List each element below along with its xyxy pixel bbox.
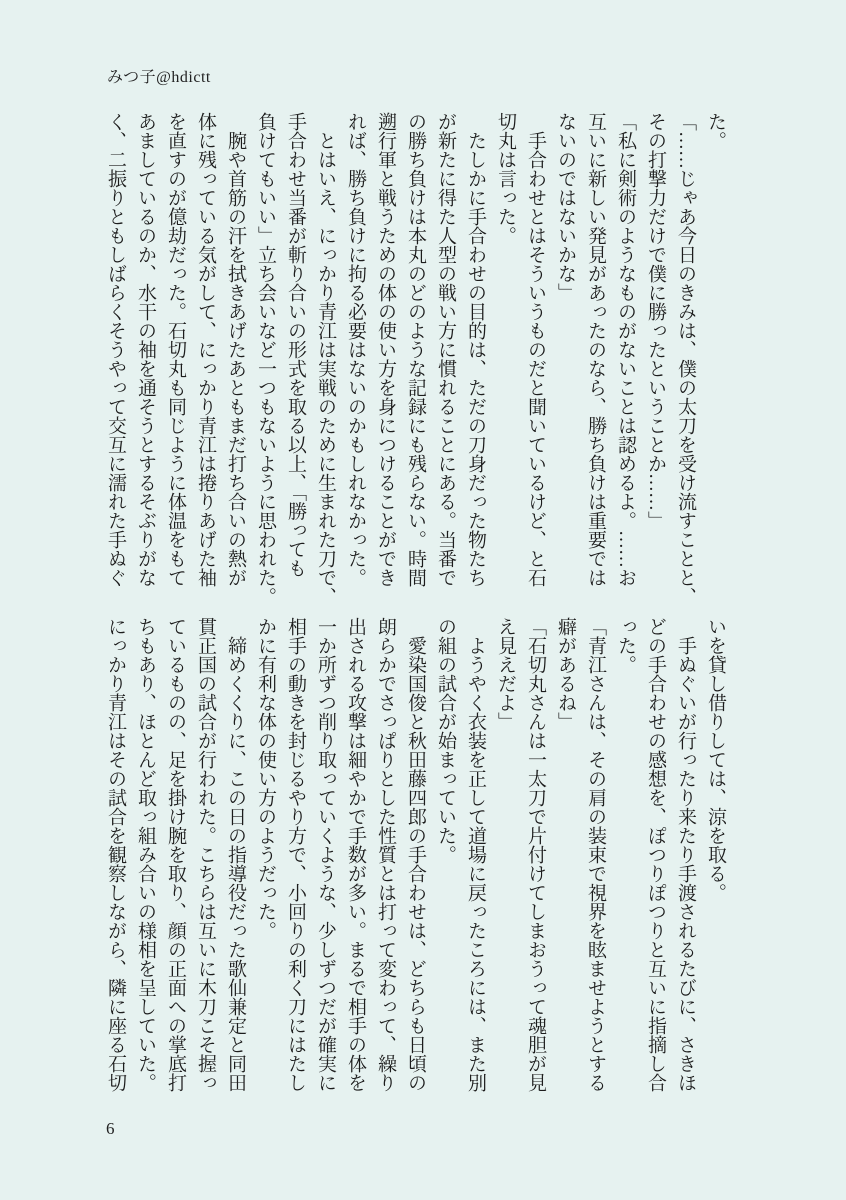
text-column: の勝ち負けは本丸のどのような記録にも残らない。時間	[405, 112, 426, 587]
text-column: 「私に剣術のようなものがないことは認めるよ。……お	[615, 112, 636, 587]
text-column: 朗らかでさっぱりとした性質とは打って変わって、繰り	[375, 617, 396, 1092]
text-column: ているものの、足を掛け腕を取り、顔の正面への掌底打	[165, 617, 186, 1092]
text-column: った。	[615, 617, 636, 674]
text-column: かに有利な体の使い方のようだった。	[255, 617, 276, 940]
text-column: 腕や首筋の汗を拭きあげたあともまだ打ち合いの熱が	[225, 112, 246, 587]
text-column: 「石切丸さんは一太刀で片付けてしまおうって魂胆が見	[525, 617, 546, 1092]
text-column: 切丸は言った。	[495, 112, 516, 245]
text-column: の組の試合が始まっていた。	[435, 617, 456, 864]
text-column: たしかに手合わせの目的は、ただの刀身だった物たち	[465, 112, 486, 587]
text-block-top	[100, 112, 730, 606]
text-column: れば、勝ち負けに拘る必要はないのかもしれなかった。	[345, 112, 366, 587]
text-column: 手合わせ当番が斬り合いの形式を取る以上、「勝っても	[285, 112, 306, 578]
text-column: 手合わせとはそういうものだと聞いているけど、と石	[525, 112, 546, 587]
text-column: 「……じゃあ今日のきみは、僕の太刀を受け流すことと、	[675, 112, 696, 606]
text-column: にっかり青江はその試合を観察しながら、隣に座る石切	[105, 617, 126, 1092]
text-column: 締めくくりに、この日の指導役だった歌仙兼定と同田	[225, 617, 246, 1092]
text-column: 愛染国俊と秋田藤四郎の手合わせは、どちらも日頃の	[405, 617, 426, 1092]
text-column: 一か所ずつ削り取っていくような、少しずつだが確実に	[315, 617, 336, 1092]
page-number: 6	[106, 1119, 115, 1138]
text-column: く、二振りともしばらくそうやって交互に濡れた手ぬぐ	[105, 112, 126, 587]
text-column: 体に残っている気がして、にっかり青江は捲りあげた袖	[195, 112, 216, 587]
text-column: 互いに新しい発見があったのなら、勝ち負けは重要では	[585, 112, 606, 587]
text-column: 出される攻撃は細やかで手数が多い。まるで相手の体を	[345, 617, 366, 1092]
text-column: 手ぬぐいが行ったり来たり手渡されるたびに、さきほ	[675, 617, 696, 1092]
text-column: ちもあり、ほとんど取っ組み合いの様相を呈していた。	[135, 617, 156, 1092]
text-column: を直すのが億劫だった。石切丸も同じように体温をもて	[165, 112, 186, 587]
author-credit: みつ子@hdictt	[107, 69, 211, 86]
text-column: ないのではないかな」	[555, 112, 576, 302]
text-column: その打撃力だけで僕に勝ったということか……」	[645, 112, 666, 530]
text-column: どの手合わせの感想を、ぽつりぽつりと互いに指摘し合	[645, 617, 666, 1092]
text-column: が新たに得た人型の戦い方に慣れることにある。当番で	[435, 112, 456, 587]
text-column: 遡行軍と戦うための体の使い方を身につけることができ	[375, 112, 396, 587]
text-column: とはいえ、にっかり青江は実戦のために生まれた刀で、	[315, 112, 336, 606]
text-column: 「青江さんは、その肩の装束で視界を眩ませようとする	[585, 617, 606, 1092]
text-column: いを貸し借りしては、涼を取る。	[705, 617, 726, 902]
text-column: あましているのか、水干の袖を通そうとするそぶりがな	[135, 112, 156, 587]
text-column: 癖があるね」	[555, 617, 576, 731]
text-column: 相手の動きを封じるやり方で、小回りの利く刀にはたし	[285, 617, 306, 1092]
text-column: 負けてもいい」立ち会いなど一つもないように思われた。	[255, 112, 276, 606]
text-column: ようやく衣装を正して道場に戻ったころには、また別	[465, 617, 486, 1092]
text-block-bottom	[100, 617, 730, 1092]
text-column: た。	[705, 112, 726, 150]
text-column: え見えだよ」	[495, 617, 516, 731]
text-column: 貫正国の試合が行われた。こちらは互いに木刀こそ握っ	[195, 617, 216, 1092]
